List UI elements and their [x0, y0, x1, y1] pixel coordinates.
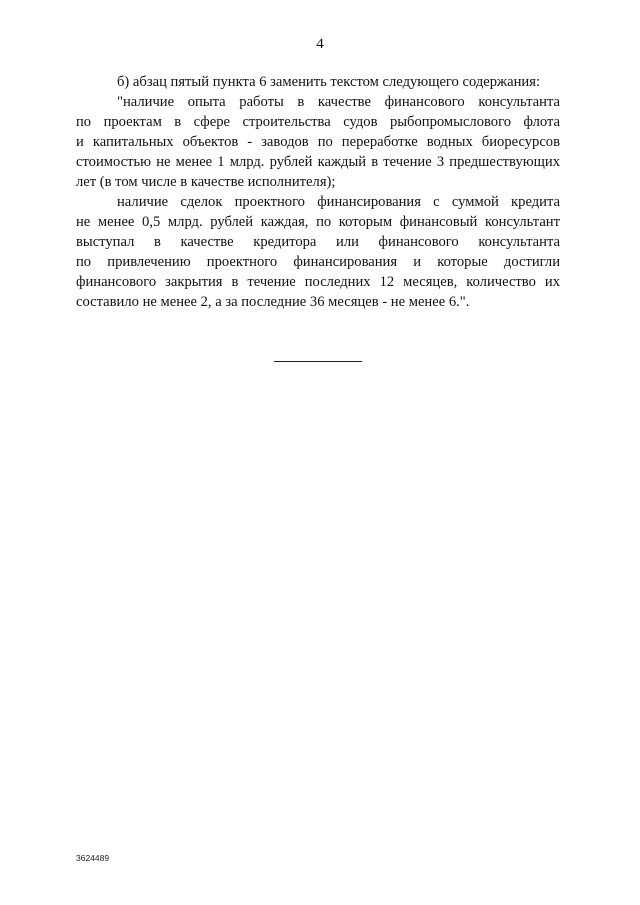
text-line: лет (в том числе в качестве исполнителя); — [76, 174, 336, 190]
text-line: составило не менее 2, а за последние 36 месяцев - не менее 6.". — [76, 294, 470, 310]
text-line: не менее 0,5 млрд. рублей каждая, по которым финансовый консультант — [76, 214, 560, 230]
end-divider — [274, 361, 362, 362]
paragraph-consultant-experience — [76, 92, 560, 192]
text-line: и капитальных объектов - заводов по переработке водных биоресурсов — [76, 134, 560, 150]
text-line: "наличие опыта работы в качестве финансового консультанта — [117, 94, 560, 110]
document-code: 3624489 — [76, 853, 110, 863]
text-line: по привлечению проектного финансирования и которые достигли — [76, 254, 560, 270]
document-body — [76, 72, 560, 312]
text-line: наличие сделок проектного финансирования с суммой кредита — [117, 194, 560, 210]
text-line: выступал в качестве кредитора или финансового консультанта — [76, 234, 560, 250]
text-line: стоимостью не менее 1 млрд. рублей каждый в течение 3 предшествующих — [76, 154, 560, 170]
text-line: по проектам в сфере строительства судов рыбопромыслового флота — [76, 114, 560, 130]
paragraph-financing-deals — [76, 192, 560, 312]
text-line: финансового закрытия в течение последних 12 месяцев, количество их — [76, 274, 560, 290]
paragraph-amendment-intro — [76, 72, 560, 92]
text-line: б) абзац пятый пункта 6 заменить текстом следующего содержания: — [117, 74, 540, 90]
page-number: 4 — [316, 36, 324, 52]
